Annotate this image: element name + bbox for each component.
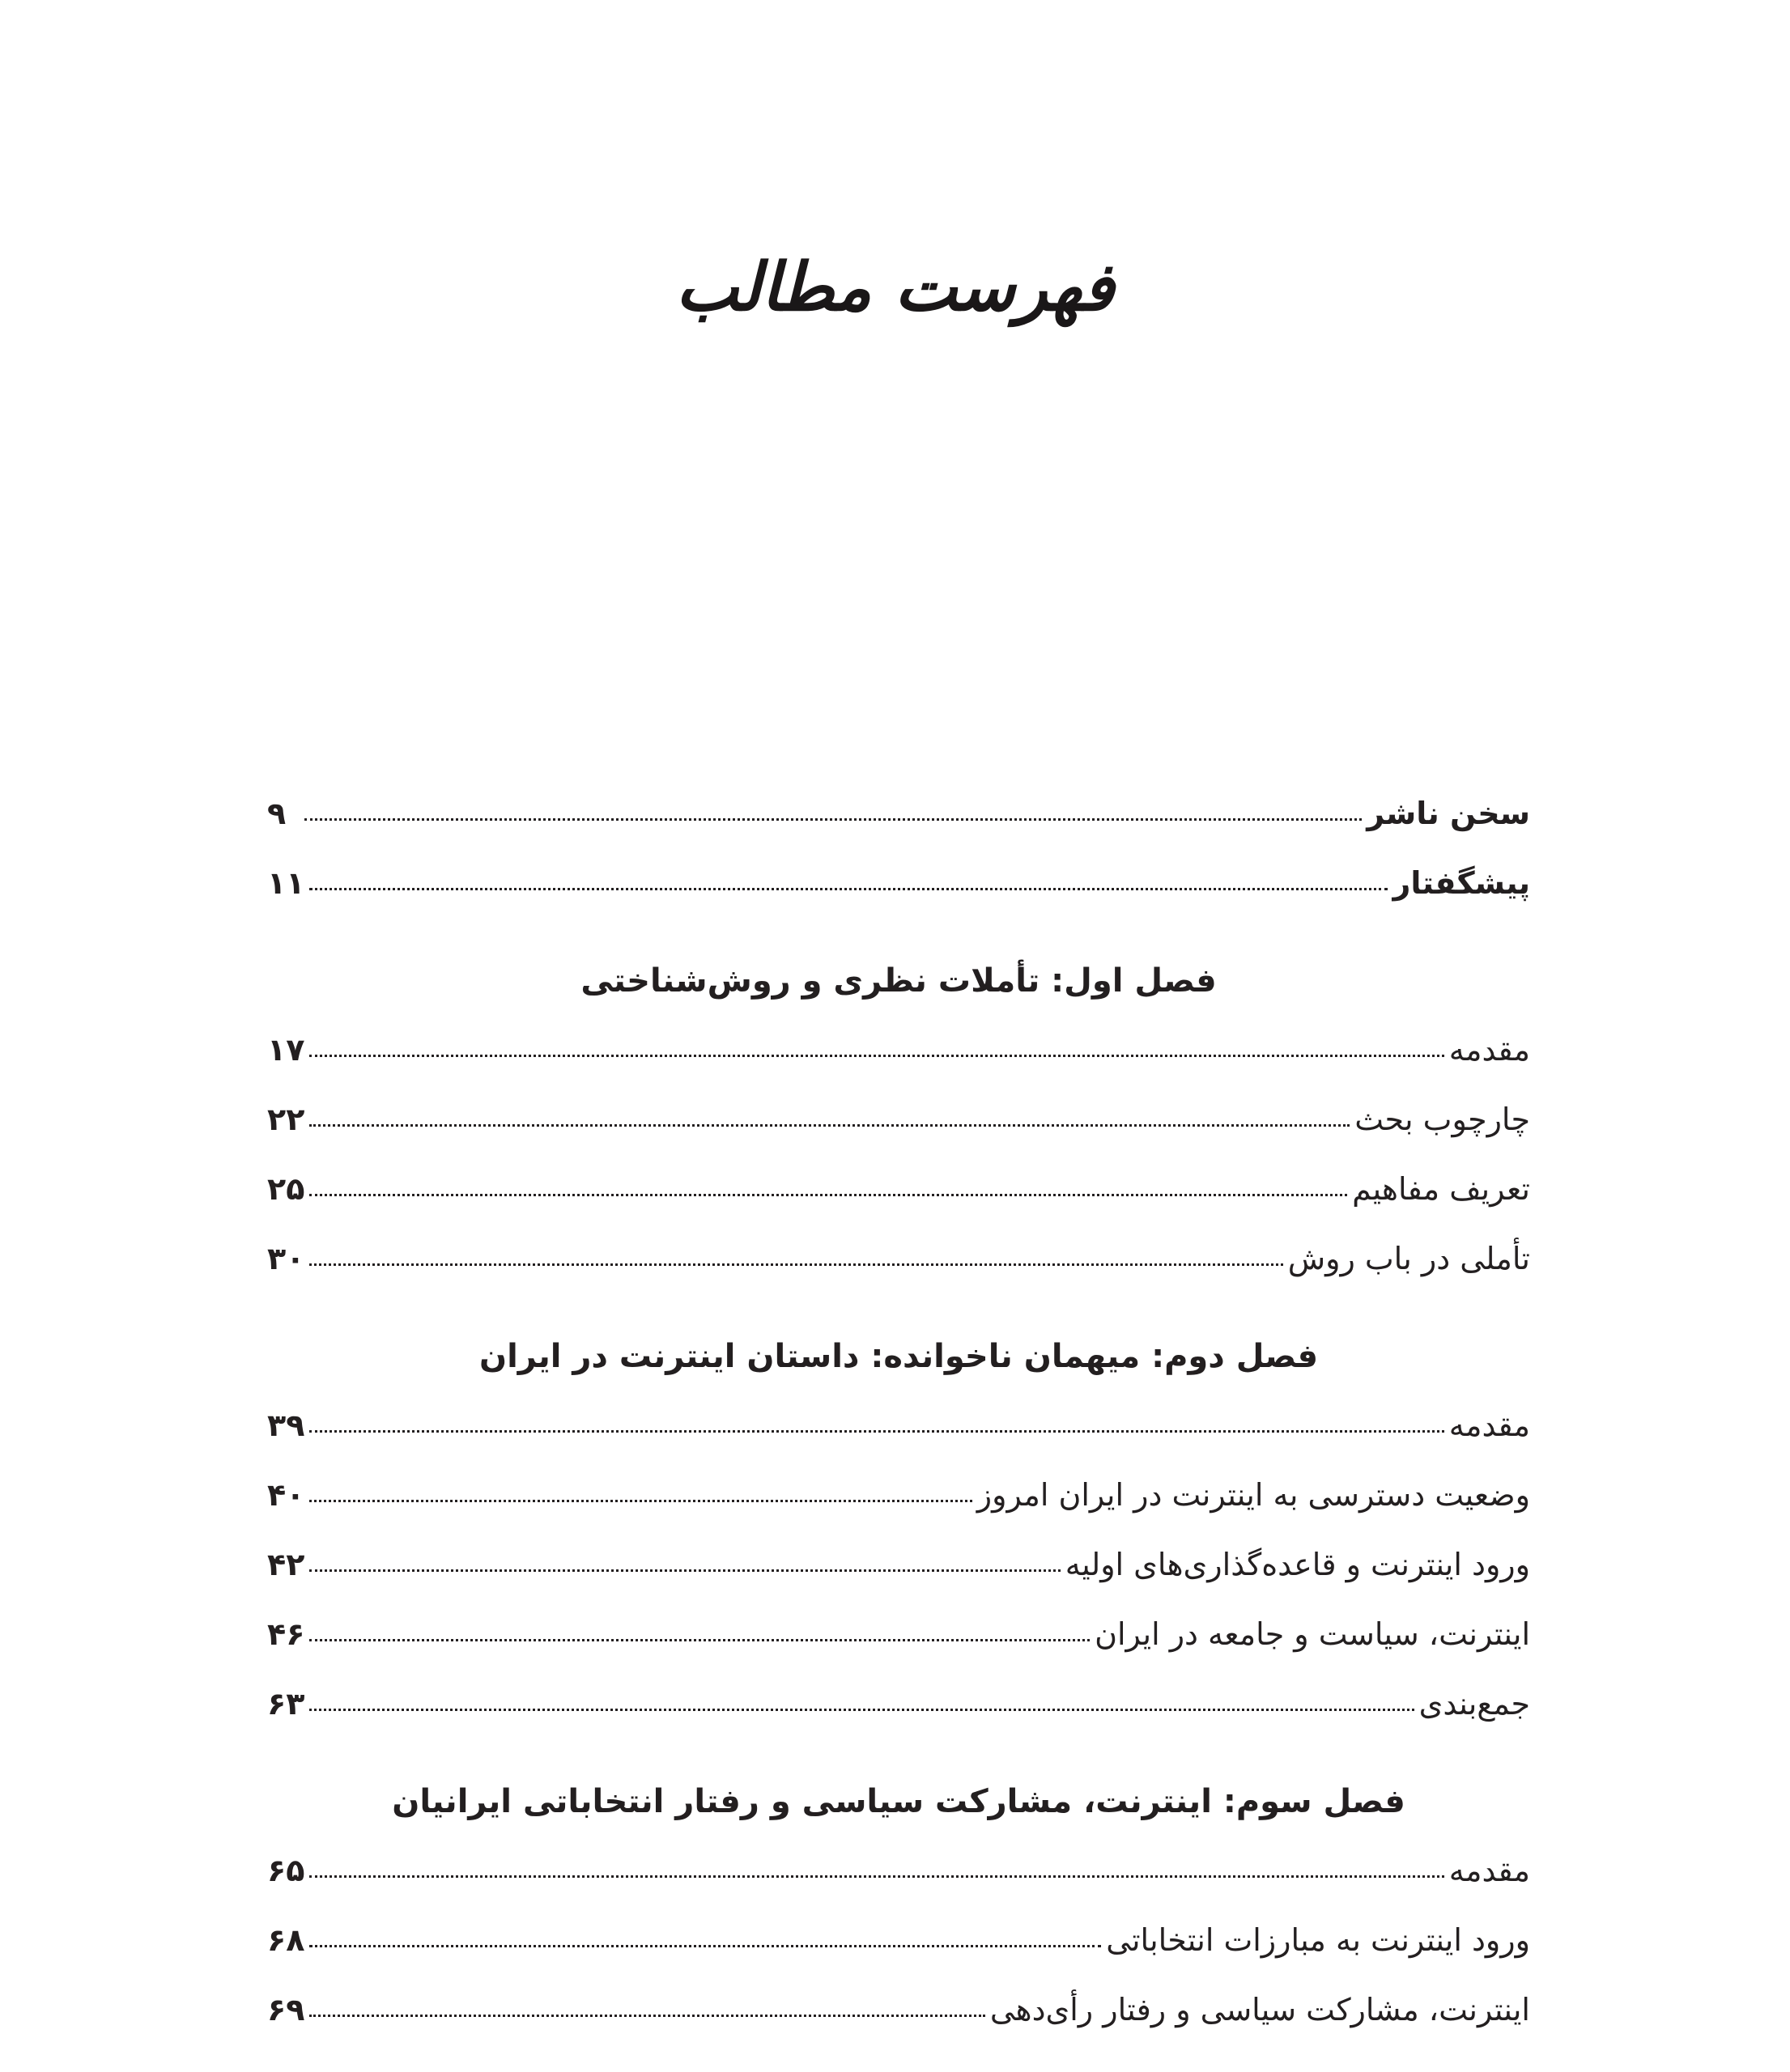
toc-entry-title: چارچوب بحث: [1354, 1102, 1530, 1137]
toc-entry-page: ۴۰: [267, 1477, 305, 1513]
toc-entry-title: ورود اینترنت و قاعده‌گذاری‌های اولیه: [1065, 1547, 1530, 1582]
toc-entry-page: ۶۳: [267, 1686, 305, 1722]
dot-leader: [309, 1569, 1060, 1572]
dot-leader: [304, 817, 1362, 821]
chapter-heading[interactable]: فصل اول: تأملات نظری و روش‌شناختی: [580, 962, 1217, 1000]
dot-leader: [309, 1708, 1414, 1711]
toc-entry-preface[interactable]: [267, 848, 1530, 918]
toc-entry-title: جمع‌بندی: [1418, 1686, 1530, 1722]
toc-entry-page: ۶۵: [267, 1853, 305, 1888]
dot-leader: [309, 1123, 1350, 1127]
toc-entry[interactable]: [267, 1530, 1530, 1599]
page-title: فهرست مطالب: [675, 248, 1115, 326]
dot-leader: [309, 1875, 1443, 1878]
toc-entry-page: ۹: [267, 796, 287, 831]
toc-entry-title: مقدمه: [1448, 1408, 1530, 1443]
toc-entry[interactable]: [267, 1224, 1530, 1293]
toc-entry-title: مقدمه: [1448, 1853, 1530, 1888]
toc-entry-page: ۶۹: [267, 1992, 305, 2027]
toc-entry[interactable]: [267, 1669, 1530, 1739]
toc-entry[interactable]: [267, 1836, 1530, 1905]
toc-entry[interactable]: [267, 1085, 1530, 1154]
toc-entry[interactable]: [267, 1460, 1530, 1530]
dot-leader: [309, 1638, 1090, 1641]
toc-entry-title: وضعیت دسترسی به اینترنت در ایران امروز: [976, 1477, 1530, 1513]
chapter-heading[interactable]: فصل دوم: میهمان ناخوانده: داستان اینترنت در ایران: [478, 1338, 1319, 1375]
toc-entry[interactable]: [267, 1154, 1530, 1224]
toc-entry-publisher-note[interactable]: [267, 779, 1530, 848]
dot-leader: [309, 1429, 1443, 1433]
toc-entry-title: ورود اینترنت به مبارزات انتخاباتی: [1106, 1922, 1530, 1958]
chapter-section: [267, 947, 1530, 1293]
toc-entry-page: ۳۹: [267, 1408, 305, 1443]
dot-leader: [309, 1944, 1101, 1947]
dot-leader: [309, 2014, 984, 2017]
chapter-section: [267, 1768, 1530, 2044]
dot-leader: [309, 887, 1388, 890]
toc-entry-title: سخن ناشر: [1367, 796, 1530, 831]
toc-entry-title: اینترنت، سیاست و جامعه در ایران: [1095, 1616, 1530, 1652]
toc-entry-page: ۳۰: [267, 1241, 305, 1276]
table-of-contents: [267, 779, 1530, 2044]
toc-entry-page: ۱۱: [267, 865, 305, 901]
toc-entry-page: ۴۶: [267, 1616, 305, 1652]
toc-entry-title: پیشگفتار: [1392, 865, 1530, 901]
dot-leader: [309, 1193, 1347, 1196]
toc-entry-page: ۲۵: [267, 1171, 305, 1207]
chapter-heading[interactable]: فصل سوم: اینترنت، مشارکت سیاسی و رفتار انتخاباتی ایرانیان: [392, 1783, 1405, 1820]
toc-entry-page: ۶۸: [267, 1922, 305, 1958]
toc-entry-page: ۲۲: [267, 1102, 305, 1137]
toc-entry-title: تعریف مفاهیم: [1352, 1171, 1530, 1207]
dot-leader: [309, 1054, 1443, 1057]
dot-leader: [309, 1263, 1282, 1266]
toc-entry[interactable]: [267, 1599, 1530, 1669]
toc-entry-page: ۱۷: [267, 1032, 305, 1068]
toc-entry[interactable]: [267, 1015, 1530, 1085]
chapter-section: [267, 1323, 1530, 1739]
toc-entry[interactable]: [267, 1905, 1530, 1975]
toc-entry-title: اینترنت، مشارکت سیاسی و رفتار رأی‌دهی: [989, 1992, 1530, 2027]
toc-entry-page: ۴۲: [267, 1547, 305, 1582]
toc-entry[interactable]: [267, 1391, 1530, 1460]
toc-entry-title: تأملی در باب روش: [1287, 1241, 1530, 1276]
dot-leader: [309, 1499, 972, 1502]
toc-entry[interactable]: [267, 1975, 1530, 2044]
toc-entry-title: مقدمه: [1448, 1032, 1530, 1068]
